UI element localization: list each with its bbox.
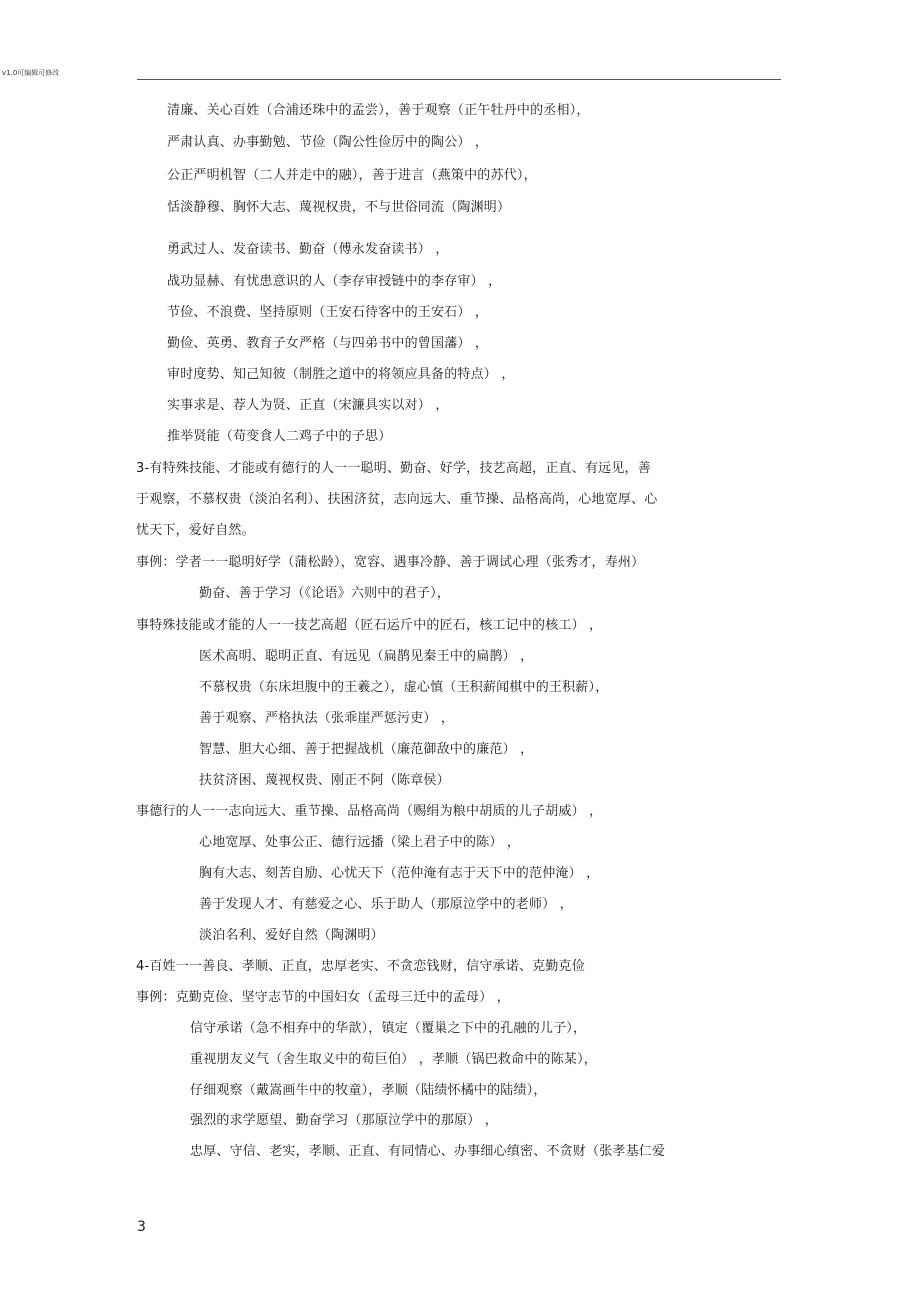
- text-line: 胸有大志、刻苦自励、心忧天下（范仲淹有志于天下中的范仲淹） ，: [199, 866, 600, 881]
- text-line: 推举贤能（苟变食人二鸡子中的子思）: [167, 429, 392, 444]
- text-line: 忧天下，爱好自然。: [136, 523, 255, 538]
- text-line: 3-有特殊技能、才能或有德行的人一一聪明、勤奋、好学，技艺高超，正直、有远见，善: [136, 461, 651, 476]
- text-line: 心地宽厚、处事公正、德行远播（梁上君子中的陈） ，: [199, 835, 521, 850]
- text-line: 战功显赫、有忧患意识的人（李存审授链中的李存审） ，: [167, 274, 502, 289]
- text-line: 智慧、胆大心细、善于把握战机（廉范御敌中的廉范） ，: [199, 742, 534, 757]
- text-line: 事德行的人一一志向远大、重节操、品格高尚（赐绢为粮中胡质的儿子胡威） ，: [136, 804, 603, 819]
- text-line: 善于发现人才、有慈爱之心、乐于助人（那原泣学中的老师） ，: [199, 897, 573, 912]
- text-line: 实事求是、荐人为贤、正直（宋濂具实以对） ，: [167, 398, 449, 413]
- text-line: 4-百姓一一善良、孝顺、正直，忠厚老实、不贪恋钱财，信守承诺、克勤克俭: [136, 959, 585, 974]
- text-line: 勤俭、英勇、教育子女严格（与四弟书中的曾国藩） ，: [167, 336, 489, 351]
- header-note: v1.0可编辑可修改: [2, 69, 60, 77]
- text-line: 审时度势、知己知彼（制胜之道中的将领应具备的特点） ，: [167, 367, 515, 382]
- text-line: 忠厚、守信、老实，孝顺、正直、有同情心、办事细心缜密、不贪财（张孝基仁爱: [190, 1144, 666, 1159]
- text-line: 善于观察、严格执法（张乖崖严惩污吏） ，: [199, 711, 455, 726]
- text-line: 信守承诺（急不相弃中的华歆），镇定（覆巢之下中的孔融的儿子），: [190, 1021, 587, 1036]
- text-line: 事特殊技能或才能的人一一技艺高超（匠石运斤中的匠石，核工记中的核工） ，: [136, 618, 603, 633]
- text-line: 严肃认真、办事勤勉、节俭（陶公性俭厉中的陶公） ，: [167, 135, 489, 150]
- text-line: 清廉、关心百姓（合浦还珠中的孟尝），善于观察（正午牡丹中的丞相），: [167, 103, 590, 118]
- page-number: 3: [137, 1219, 146, 1235]
- text-line: 勇武过人、发奋读书、勤奋（傅永发奋读书） ，: [167, 242, 449, 257]
- text-line: 事例：学者一一聪明好学（蒲松龄），宽容、遇事冷静、善于调试心理（张秀才，寿州）: [136, 555, 645, 570]
- text-line: 于观察，不慕权贵（淡泊名利）、扶困济贫，志向远大、重节操、品格高尚，心地宽厚、心: [136, 492, 658, 507]
- text-line: 公正严明机智（二人并走中的融），善于进言（燕策中的苏代），: [167, 168, 537, 183]
- text-line: 不慕权贵（东床坦腹中的王羲之），虚心慎（王积薪闻棋中的王积薪），: [199, 680, 609, 695]
- header-rule: [137, 79, 781, 80]
- text-line: 节俭、不浪费、坚持原则（王安石待客中的王安石） ，: [167, 305, 489, 320]
- text-line: 扶贫济困、蔑视权贵、刚正不阿（陈章侯）: [199, 773, 450, 788]
- text-line: 恬淡静穆、胸怀大志、蔑视权贵，不与世俗同流（陶渊明）: [167, 200, 511, 215]
- text-line: 重视朋友义气（舍生取义中的荀巨伯） ，孝顺（锅巴救命中的陈某），: [190, 1052, 598, 1067]
- text-line: 仔细观察（戴嵩画牛中的牧童），孝顺（陆绩怀橘中的陆绩），: [190, 1083, 547, 1098]
- text-line: 医术高明、聪明正直、有远见（扁鹊见秦王中的扁鹊） ，: [199, 649, 534, 664]
- text-line: 淡泊名利、爱好自然（陶渊明）: [199, 928, 384, 943]
- text-line: 强烈的求学愿望、勤奋学习（那原泣学中的那原） ，: [190, 1113, 498, 1128]
- text-line: 事例：克勤克俭、坚守志节的中国妇女（孟母三迁中的孟母） ，: [136, 990, 510, 1005]
- text-line: 勤奋、善于学习（《论语》六则中的君子），: [199, 586, 451, 601]
